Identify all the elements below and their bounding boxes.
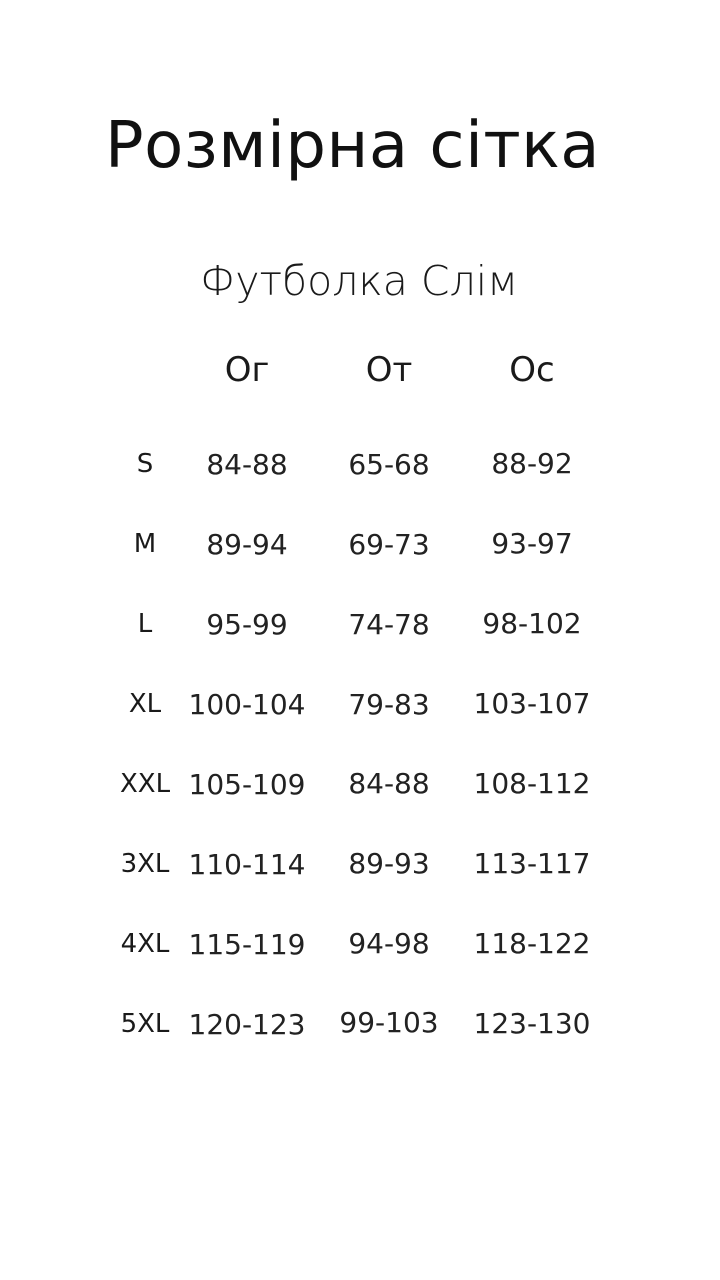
chest-value: 89-94 xyxy=(206,528,288,561)
waist-value: 65-68 xyxy=(348,448,430,481)
product-subtitle: Футболка Слім xyxy=(199,257,519,305)
waist-value: 99-103 xyxy=(339,1006,439,1039)
size-label: 3XL xyxy=(120,849,170,879)
chest-value: 105-109 xyxy=(188,768,306,801)
hips-value: 108-112 xyxy=(473,767,591,800)
chest-value: 100-104 xyxy=(188,688,306,721)
column-header-os: Ос xyxy=(509,350,555,390)
size-label: 4XL xyxy=(120,929,170,959)
hips-value: 88-92 xyxy=(491,447,573,480)
size-label: 5XL xyxy=(120,1009,170,1039)
hips-value: 113-117 xyxy=(473,847,591,880)
waist-value: 79-83 xyxy=(348,688,430,721)
hips-value: 93-97 xyxy=(491,527,573,560)
chest-value: 115-119 xyxy=(188,928,306,961)
chest-value: 84-88 xyxy=(206,448,288,481)
hips-value: 103-107 xyxy=(473,687,591,720)
chest-value: 120-123 xyxy=(188,1008,306,1041)
page-title: Розмірна сітка xyxy=(105,109,600,183)
column-header-ot: От xyxy=(365,350,413,390)
size-label: XXL xyxy=(119,769,171,799)
waist-value: 94-98 xyxy=(348,927,430,960)
size-label: L xyxy=(137,609,153,639)
waist-value: 84-88 xyxy=(348,767,430,800)
size-label: S xyxy=(136,449,154,479)
hips-value: 118-122 xyxy=(473,927,591,960)
size-label: XL xyxy=(128,689,162,719)
hips-value: 123-130 xyxy=(473,1007,591,1040)
waist-value: 74-78 xyxy=(348,608,430,641)
column-header-og: Ог xyxy=(224,350,270,390)
hips-value: 98-102 xyxy=(482,607,582,640)
waist-value: 89-93 xyxy=(348,847,430,880)
waist-value: 69-73 xyxy=(348,528,430,561)
chest-value: 95-99 xyxy=(206,608,288,641)
chest-value: 110-114 xyxy=(188,848,306,881)
size-label: M xyxy=(133,529,157,559)
